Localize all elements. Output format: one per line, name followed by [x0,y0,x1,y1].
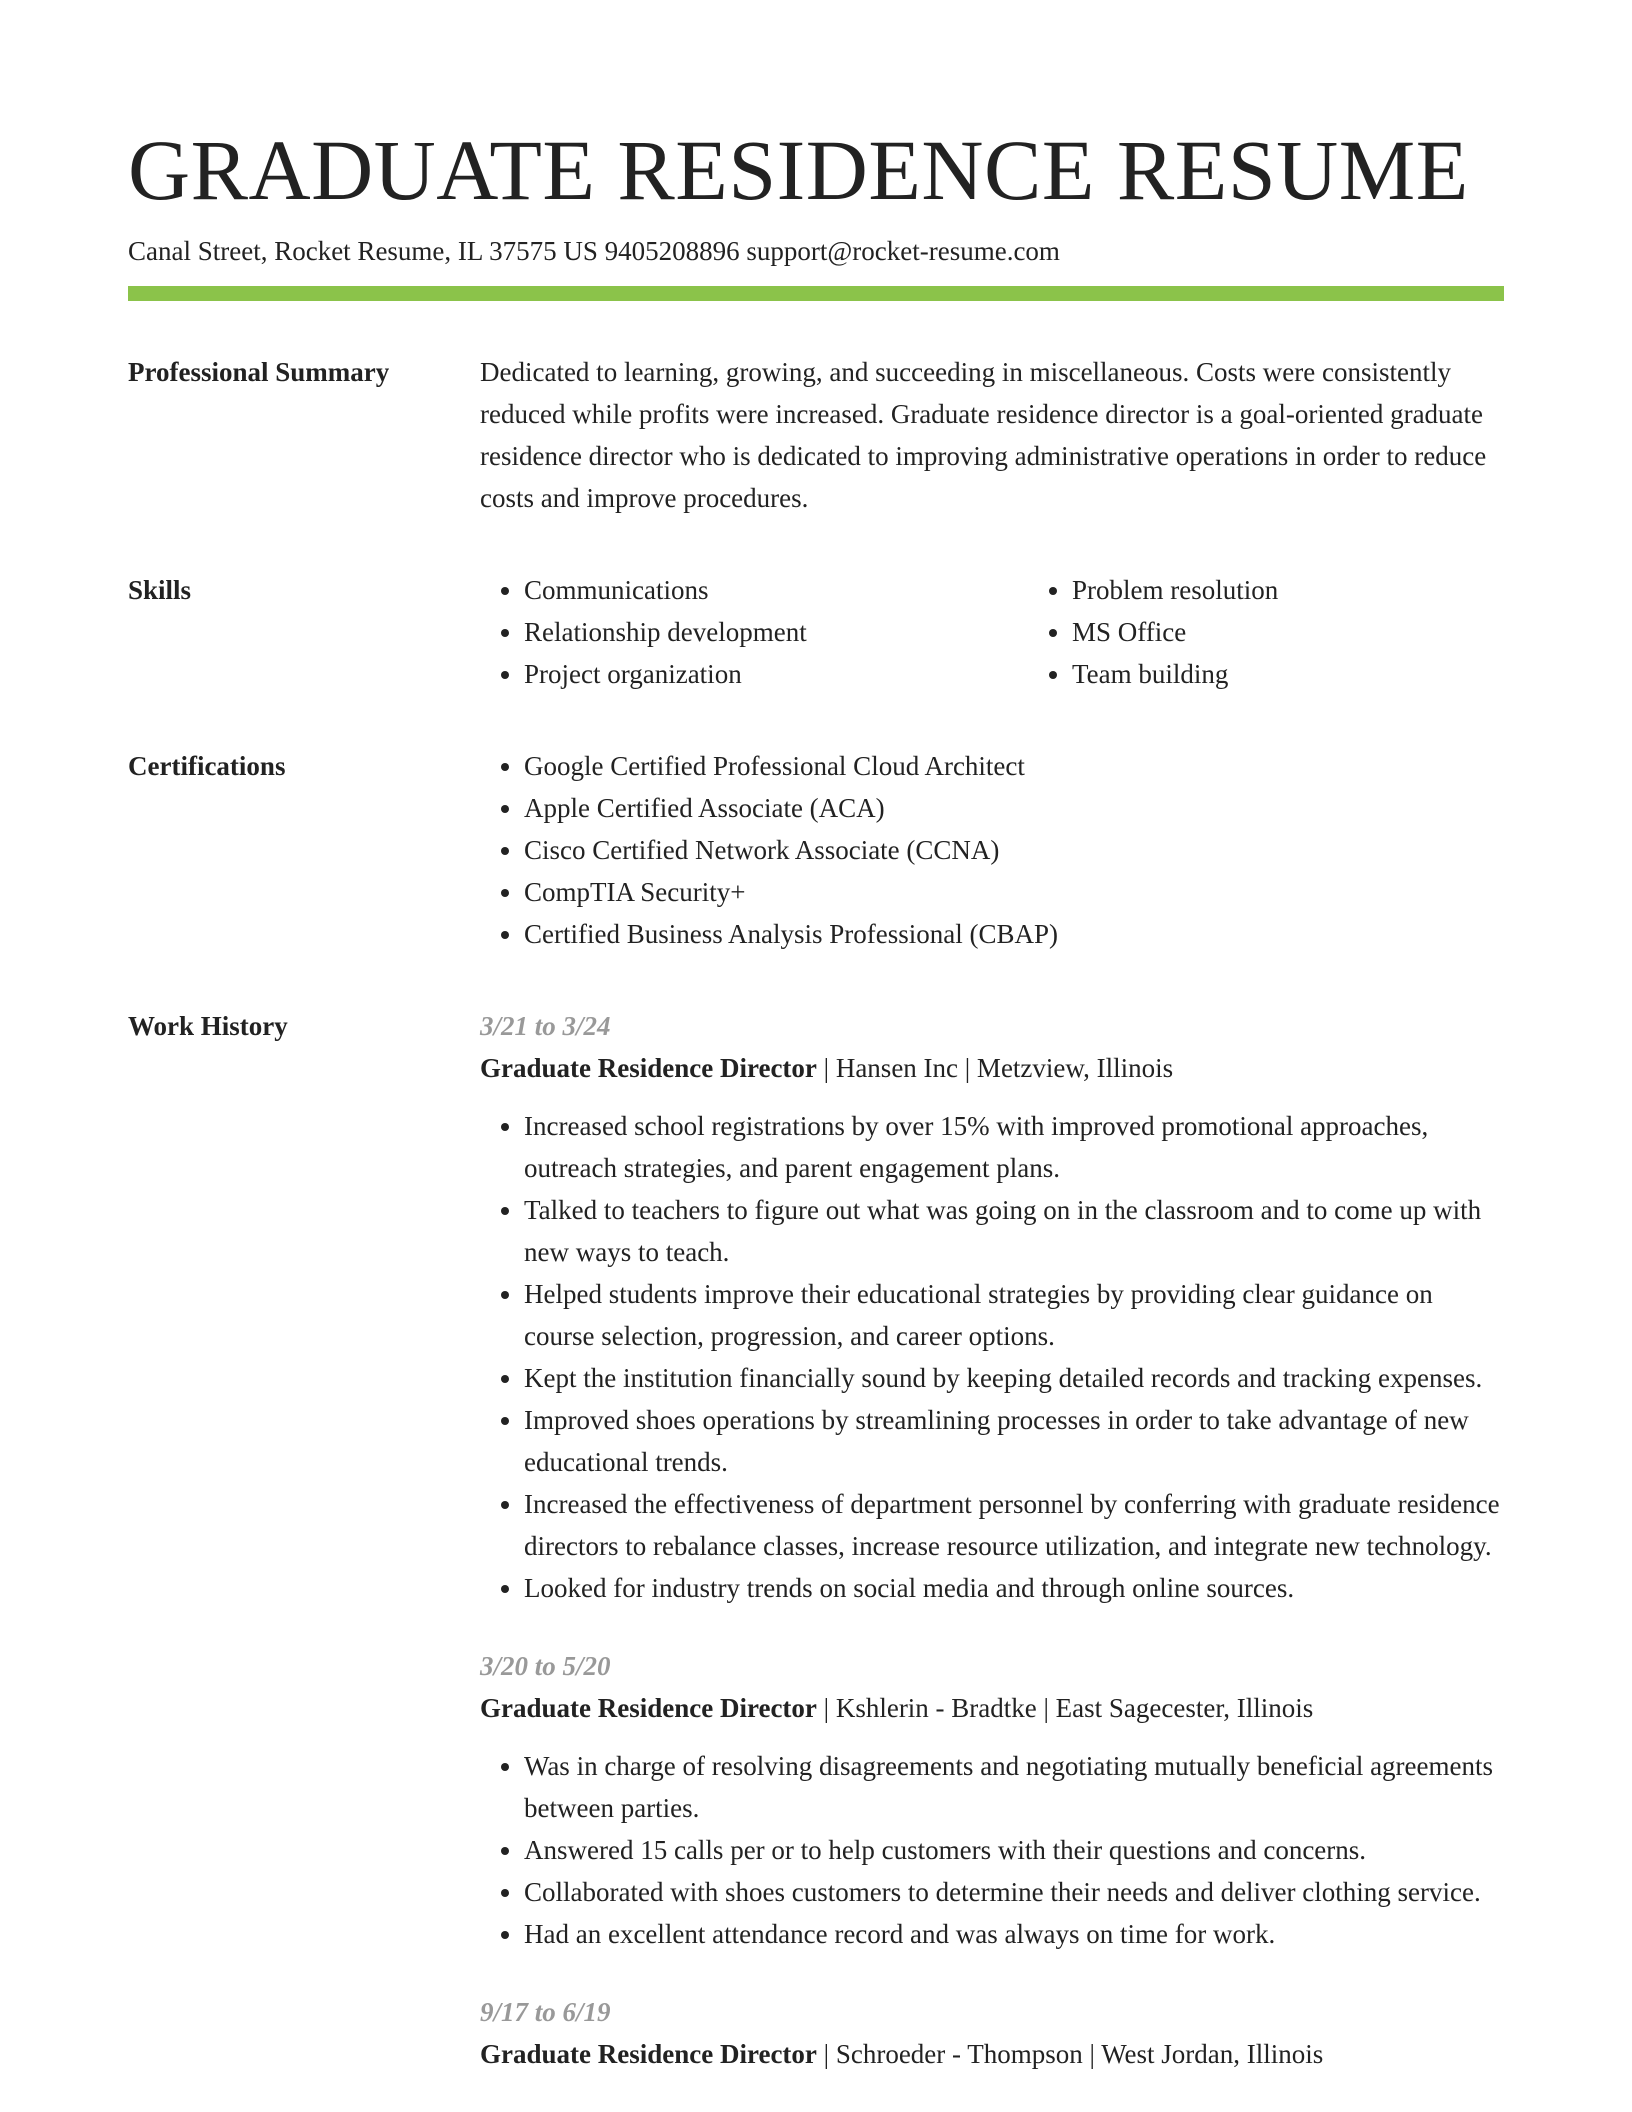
work-history-body [480,1005,1504,2111]
certifications-heading: Certifications [128,751,286,781]
job-bullet: • Kept the institution financially sound by keeping detailed records and tracking expenses. [524,1357,1504,1399]
job-bullets [480,1105,1504,1609]
skill-item: • Problem resolution [1072,569,1576,611]
resume-title: GRADUATE RESIDENCE RESUME [128,122,1469,218]
certifications-body [480,745,1504,955]
job-title: Graduate Residence Director [480,1693,817,1723]
certification-item: • CompTIA Security+ [524,871,1504,913]
skill-item: • Project organization [524,653,1028,695]
skill-item: • MS Office [1072,611,1576,653]
job-bullet: • Helped students improve their educational strategies by providing clear guidance on course selection, progression, and career options. [524,1273,1504,1357]
certifications-list [480,745,1504,955]
skill-item: • Relationship development [524,611,1028,653]
job-details: | Schroeder - Thompson | West Jordan, Illinois [816,2039,1324,2069]
job-bullet: • Looked for industry trends on social media and through online sources. [524,1567,1504,1609]
skills-section [128,569,1504,695]
work-history-section [128,1005,1504,2111]
job-dates: 3/21 to 3/24 [480,1011,611,1041]
skills-list-left [480,569,1028,695]
job-bullet: • Increased the effectiveness of department personnel by conferring with graduate residence directors to rebalance classes, increase resource utilization, and integrate new technology. [524,1483,1504,1567]
summary-section [128,351,1504,519]
work-history-heading: Work History [128,1011,288,1041]
certification-item: • Apple Certified Associate (ACA) [524,787,1504,829]
skills-list-right [1028,569,1576,695]
job-details: | Hansen Inc | Metzview, Illinois [816,1053,1174,1083]
contact-line: Canal Street, Rocket Resume, IL 37575 US 9405208896 support@rocket-resume.com [128,236,1060,266]
job-bullet: • Answered 15 calls per or to help customers with their questions and concerns. [524,1829,1504,1871]
skill-item: • Team building [1072,653,1576,695]
skills-heading: Skills [128,575,192,605]
certification-item: • Google Certified Professional Cloud Architect [524,745,1504,787]
job-entry [480,1005,1504,1609]
summary-text: Dedicated to learning, growing, and succeeding in miscellaneous. Costs were consistently reduced while profits were increased. Graduate residence director is a goal-oriented graduate residence director who is dedicated to improving administrative operations in order to reduce costs and improve procedures. [480,357,1487,513]
job-bullet: • Collaborated with shoes customers to determine their needs and deliver clothing service. [524,1871,1504,1913]
certification-item: • Certified Business Analysis Professional (CBAP) [524,913,1504,955]
job-title: Graduate Residence Director [480,2039,817,2069]
job-bullet: • Improved shoes operations by streamlining processes in order to take advantage of new educational trends. [524,1399,1504,1483]
certifications-section [128,745,1504,955]
job-bullet: • Was in charge of resolving disagreements and negotiating mutually beneficial agreements between parties. [524,1745,1504,1829]
job-title: Graduate Residence Director [480,1053,817,1083]
job-bullet: • Had an excellent attendance record and was always on time for work. [524,1913,1504,1955]
resume-page [128,0,1504,2111]
job-bullets [480,1745,1504,1955]
skills-body [480,569,1576,695]
job-entry [480,1645,1504,1955]
summary-heading: Professional Summary [128,357,390,387]
job-dates: 3/20 to 5/20 [480,1651,611,1681]
job-bullet: • Increased school registrations by over 15% with improved promotional approaches, outreach strategies, and parent engagement plans. [524,1105,1504,1189]
summary-body [480,351,1504,519]
job-bullet: • Talked to teachers to figure out what was going on in the classroom and to come up with new ways to teach. [524,1189,1504,1273]
job-heading [480,2033,1504,2075]
job-dates: 9/17 to 6/19 [480,1997,611,2027]
accent-divider [128,286,1504,301]
job-heading [480,1687,1504,1729]
job-entry [480,1991,1504,2075]
job-details: | Kshlerin - Bradtke | East Sagecester, Illinois [816,1693,1314,1723]
skill-item: • Communications [524,569,1028,611]
certification-item: • Cisco Certified Network Associate (CCNA) [524,829,1504,871]
job-heading [480,1047,1504,1089]
